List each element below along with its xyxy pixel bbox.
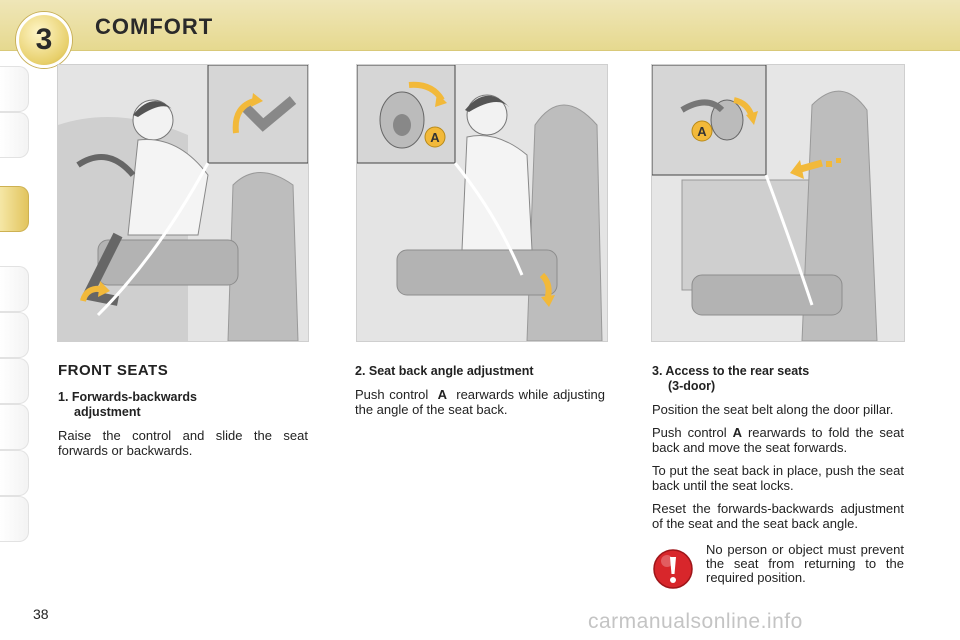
illustration-seat-back-angle <box>356 64 608 342</box>
item3-para2-before: Push control <box>652 425 727 440</box>
item1-text: Raise the control and slide the seat forwards or backwards. <box>58 428 308 458</box>
column-seat-back <box>355 364 605 425</box>
item3-para2-after: rearwards to fold the seat back and move the seat forwards. <box>652 425 904 455</box>
page-number: 38 <box>33 606 49 622</box>
chapter-tab[interactable] <box>0 112 29 158</box>
chapter-tab-active[interactable] <box>0 186 29 232</box>
item3-para1: Position the seat belt along the door pillar. <box>652 402 894 417</box>
warning-text: No person or object must prevent the seat from returning to the required position. <box>706 542 904 585</box>
chapter-tab[interactable] <box>0 266 29 312</box>
chapter-tab[interactable] <box>0 450 29 496</box>
item1-title <box>58 390 308 420</box>
callout-a-label: A <box>430 130 440 145</box>
section-title: FRONT SEATS <box>58 362 169 379</box>
chapter-tab[interactable] <box>0 496 29 542</box>
item1-title-line1: 1. Forwards-backwards <box>58 390 197 404</box>
page-header <box>0 0 960 56</box>
control-a-label: A <box>437 387 447 402</box>
item3-title-line1: 3. Access to the rear seats <box>652 364 810 378</box>
item2-text-before: Push control <box>355 387 429 402</box>
chapter-tab[interactable] <box>0 404 29 450</box>
chapter-tab[interactable] <box>0 358 29 404</box>
chapter-tab[interactable] <box>0 66 29 112</box>
chapter-number-badge: 3 <box>16 12 72 68</box>
item3-title <box>652 364 904 394</box>
item3-title-line2: (3-door) <box>668 379 716 393</box>
item3-para2 <box>652 425 904 455</box>
watermark: carmanualsonline.info <box>588 610 803 633</box>
illustration-forwards-backwards <box>57 64 309 342</box>
callout-a-label: A <box>697 124 707 139</box>
item1-title-line2: adjustment <box>74 405 141 419</box>
item2-text <box>355 387 605 417</box>
column-rear-access <box>652 364 904 539</box>
item2-text-after: rearwards while adjusting the angle of the seat back. <box>355 387 605 417</box>
item2-title: 2. Seat back angle adjustment <box>355 364 534 378</box>
chapter-tab[interactable] <box>0 312 29 358</box>
control-a-label: A <box>732 425 742 440</box>
item3-para4: Reset the forwards-backwards adjustment of the seat and the seat back angle. <box>652 501 904 531</box>
item3-para3: To put the seat back in place, push the seat back until the seat locks. <box>652 463 904 493</box>
illustration-rear-seat-access <box>651 64 905 342</box>
chapter-title: COMFORT <box>95 14 214 39</box>
exclamation-warning-icon <box>653 549 693 589</box>
column-front-seats <box>58 363 308 466</box>
chapter-tab-strip <box>0 66 34 576</box>
